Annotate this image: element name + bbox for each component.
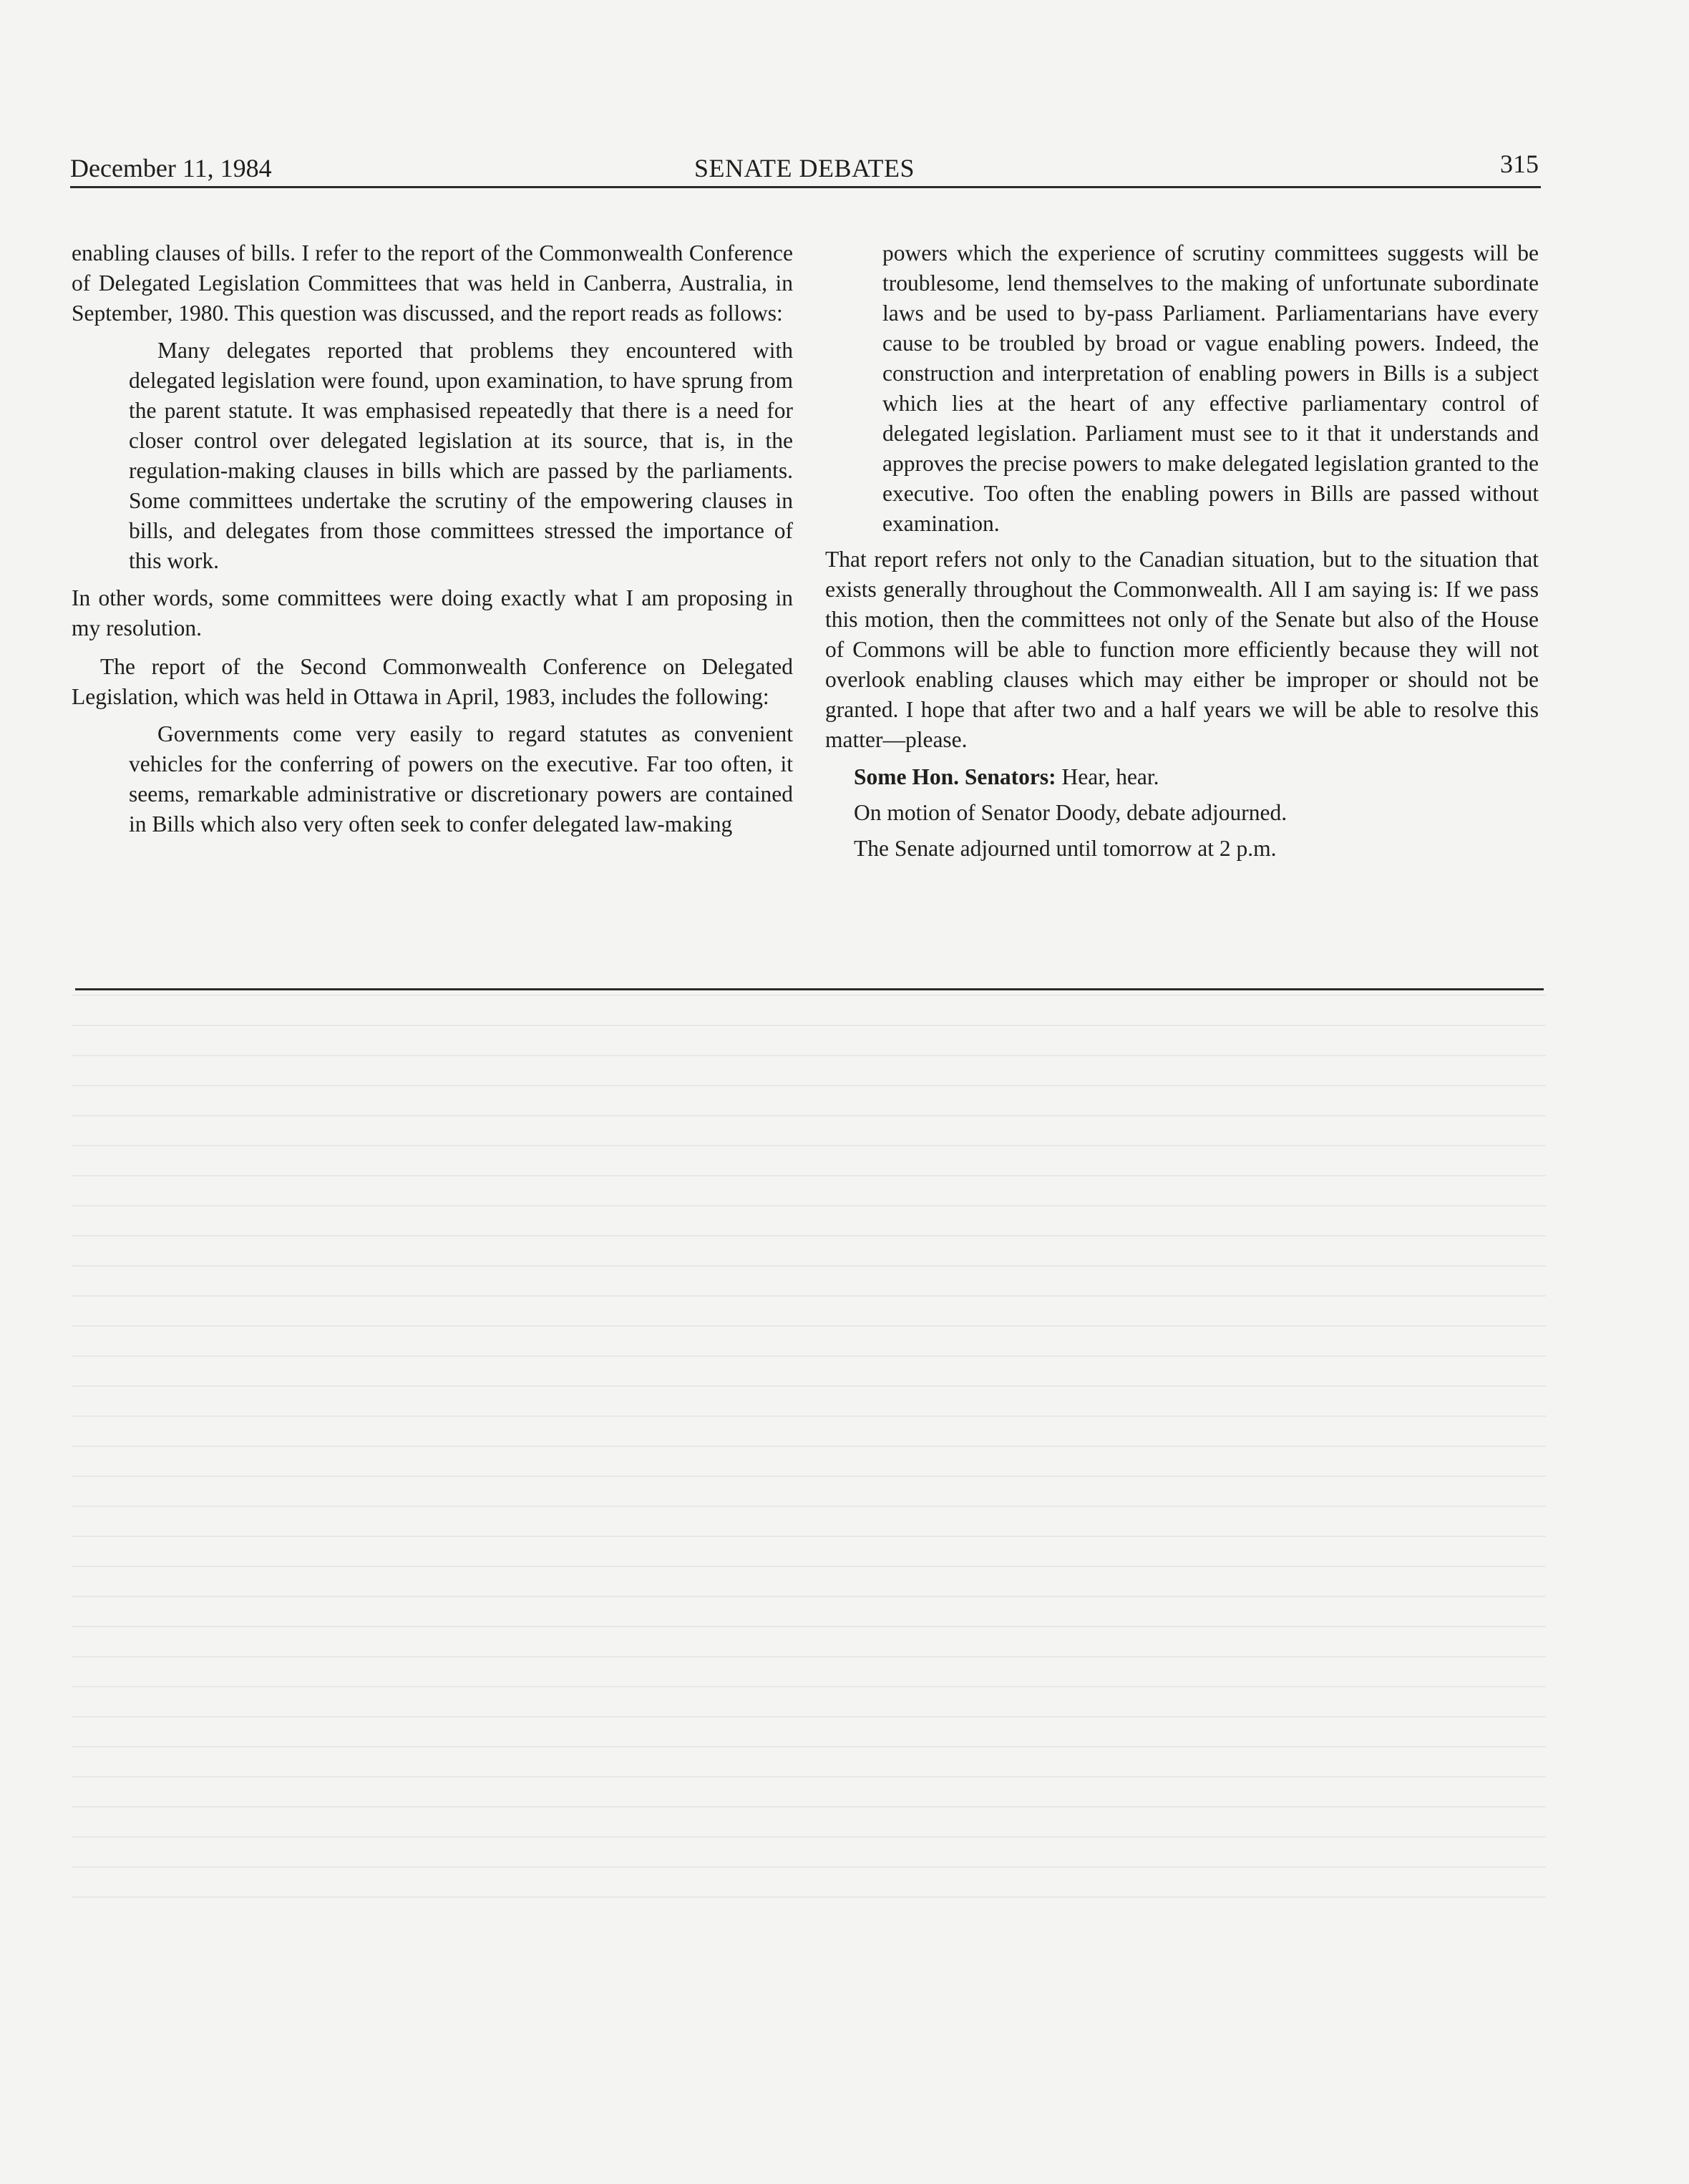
paragraph-in-other-words: In other words, some committees were doing exactly what I am proposing in my resolution. — [72, 585, 793, 640]
speech-text: Hear, hear. — [1061, 764, 1159, 789]
paragraph-that-report: That report refers not only to the Canadian situation, but to the situation that exists generally throughout the Commonwealth. All I am saying is: If we pass this motion, then the committees not only of the Senate but also of the House of Commons will be able to function more efficiently because they will not overlook enabling clauses which may either be improper or should not be granted. I hope that after two and a half years we will be able to resolve this matter—please. — [825, 547, 1539, 752]
page-header — [70, 143, 1539, 185]
paragraph-second-conference: The report of the Second Commonwealth Conference on Delegated Legislation, which was held in Ottawa in April, 1983, includes the following: — [72, 654, 793, 709]
right-column — [825, 238, 1539, 864]
section-end-rule — [75, 988, 1544, 990]
show-through-texture — [72, 995, 1546, 1911]
header-date: December 11, 1984 — [70, 154, 272, 182]
speaker-name: Some Hon. Senators: — [854, 764, 1056, 789]
left-column — [72, 238, 793, 847]
motion-line: On motion of Senator Doody, debate adjourned. — [854, 800, 1288, 825]
paragraph-enabling-clauses: enabling clauses of bills. I refer to the report of the Commonwealth Conference of Delegated Legislation Committees that was held in Canberra, Australia, in September, 1980. This question was discussed, and the report reads as follows: — [72, 240, 793, 326]
header-rule — [70, 186, 1541, 188]
speech-line — [825, 762, 1539, 792]
adjournment-line: The Senate adjourned until tomorrow at 2 p.m. — [854, 836, 1277, 861]
quote-canberra-report: Many delegates reported that problems they encountered with delegated legislation were found, upon examination, to have sprung from the parent statute. It was emphasised repeatedly that there is a need for closer control over delegated legislation at its source, that is, in the regulation-making clauses in bills which are passed by the parliaments. Some committees undertake the scrutiny of the empowering clauses in bills, and delegates from those committees stressed the importance of this work. — [129, 338, 793, 573]
quote-ottawa-report: Governments come very easily to regard statutes as convenient vehicles for the conferring of powers on the executive. Far too often, it seems, remarkable administrative or discretionary powers are contained in Bills which also very often seek to confer delegated law-making — [129, 721, 793, 837]
header-title: SENATE DEBATES — [693, 154, 915, 182]
quote-ottawa-report-continued: powers which the experience of scrutiny committees suggests will be troublesome, lend themselves to the making of unfortunate subordinate laws and be used to by-pass Parliament. Parliamentarians have every cause to be troubled by broad or vague enabling powers. Indeed, the construction and interpretation of enabling powers in Bills is a subject which lies at the heart of any effective parliamentary control of delegated legislation. Parliament must see to it that it understands and approves the precise powers to make delegated legislation granted to the executive. Too often the enabling powers in Bills are passed without examination. — [882, 240, 1539, 536]
page-number: 315 — [1500, 150, 1539, 178]
